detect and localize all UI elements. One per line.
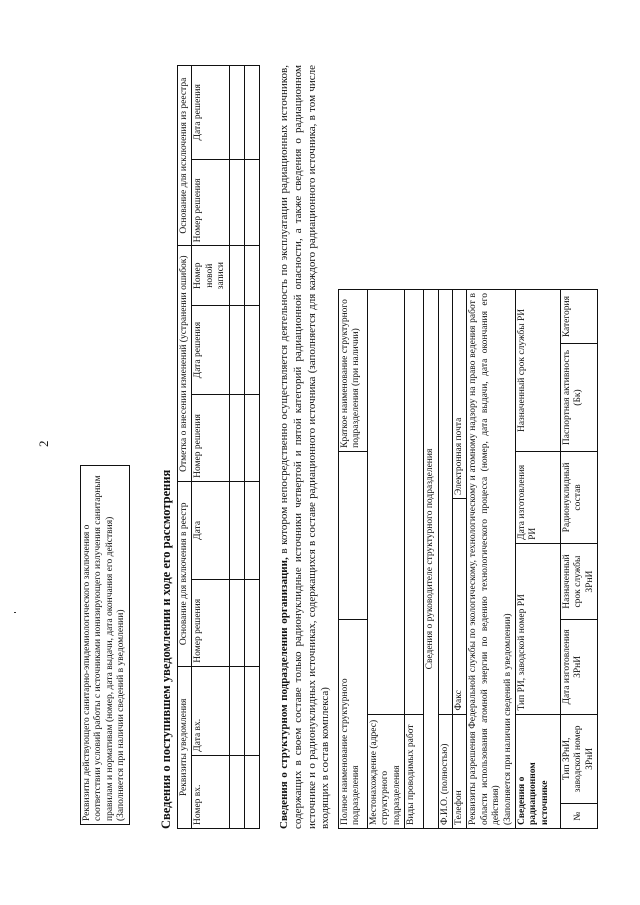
fio-label: Ф.И.О. (полностью) — [438, 714, 452, 828]
empty-cell — [229, 481, 244, 579]
empty-cell — [229, 246, 244, 306]
email-label: Электронная почта — [452, 290, 466, 499]
location-value — [368, 290, 405, 715]
empty-cell — [244, 481, 259, 579]
empty-cell — [229, 755, 244, 828]
col-category: Категория — [560, 290, 597, 344]
empty-cell — [229, 579, 244, 666]
fio-value — [438, 290, 452, 715]
sub-header: Дата решения — [192, 66, 229, 160]
sub-header: Номер решения — [192, 395, 229, 482]
col-nuclide: Радионуклидный состав — [560, 451, 597, 543]
group-header-exclusion: Основание для исключения из реестра — [178, 66, 192, 246]
group-header-notification: Реквизиты уведомления — [178, 666, 192, 828]
source-info-label: Сведения о радиационном источнике — [515, 714, 560, 828]
empty-cell — [229, 306, 244, 395]
page-number: 2 — [36, 440, 51, 447]
sanitary-line: (Заполняется при наличии сведений в уведомлении) — [116, 609, 127, 821]
full-name-label: Полное наименование структурного подразделения — [339, 620, 368, 829]
structural-unit-paragraph — [278, 65, 333, 829]
empty-cell — [244, 306, 259, 395]
sanitary-conclusion-text — [81, 466, 130, 825]
sanitary-line: соответствии условий работы с источниками ионизирующего излучения санитарным — [93, 475, 104, 821]
notifications-table — [177, 65, 260, 829]
ri-type-label: Тип РИ, заводской номер РИ — [515, 543, 560, 714]
sub-header: Номер решения — [192, 159, 229, 246]
sub-header: Дата вх. — [192, 666, 229, 755]
paragraph-bold: Сведения о структурном подразделении организации, — [278, 557, 290, 829]
sub-header: Номер новой записи — [192, 246, 229, 306]
col-zrni-life: Назначенный срок службы ЗРнИ — [560, 543, 597, 619]
col-zrni-date: Дата изготовления ЗРнИ — [560, 620, 597, 714]
permit-note: (Заполняется при наличии сведений в уведомлении) — [502, 613, 513, 825]
works-label: Виды проводимых работ — [405, 714, 424, 828]
head-info-title: Сведения о руководителе структурного подразделения — [424, 290, 438, 829]
ri-life-label: Назначенный срок службы РИ — [515, 290, 560, 452]
sanitary-conclusion-box — [80, 465, 130, 825]
location-label: Местонахождение (адрес) структурного подразделения — [368, 714, 405, 828]
permit-text: Реквизиты разрешения Федеральной службы по экологическому, технологическому и атомному надзору на право ведения работ в области использования атомной энергии по ведению технологического процесса (номер, дата выдачи, дата окончания его действия) — [468, 293, 502, 825]
empty-cell — [229, 66, 244, 160]
empty-cell — [244, 246, 259, 306]
empty-cell — [229, 395, 244, 482]
empty-cell — [244, 66, 259, 160]
notifications-heading: Сведения о поступившем уведомлении и ходе его рассмотрения — [159, 469, 173, 829]
full-name-value — [339, 451, 368, 619]
phone-label: Телефон — [452, 714, 466, 828]
paragraph-text: в котором непосредственно осуществляется деятельность по эксплуатации радиационных источников, содержащих в своем составе только радионуклидные источники четвертой и пятой категорий радиационной опасности, а также сведения о радиационном источнике и о радионуклидных источниках, содержащихся в составе радиационного источника (заполняется для каждого радиационного источника, в том числе входящих в состав комплекса) — [278, 65, 332, 829]
col-activity: Паспортная активность (Бк) — [560, 344, 597, 452]
empty-cell — [244, 159, 259, 246]
sanitary-line: правилам и нормативам (номер, дата выдачи, дата окончания его действия) — [104, 516, 115, 821]
empty-cell — [244, 755, 259, 828]
empty-cell — [244, 395, 259, 482]
sub-header: Номер вх. — [192, 755, 229, 828]
group-header-changes: Отметка о внесении изменений (устранении ошибок) — [178, 246, 192, 482]
structural-unit-table — [338, 289, 598, 829]
sub-header: Дата решения — [192, 306, 229, 395]
empty-cell — [244, 579, 259, 666]
short-name-label: Краткое наименование структурного подразделения (при наличии) — [339, 290, 368, 452]
fax-label: Факс — [452, 499, 466, 715]
empty-cell — [229, 159, 244, 246]
sanitary-line: Реквизиты действующего санитарно-эпидемиологического заключения о — [82, 524, 92, 821]
sub-header: Номер решения — [192, 579, 229, 666]
ri-date-label: Дата изготовления РИ — [515, 451, 560, 543]
col-zrni-type: Тип ЗРнИ, заводской номер ЗРнИ — [560, 714, 597, 804]
empty-cell — [244, 666, 259, 755]
permit-cell — [467, 290, 516, 829]
col-number: № — [560, 804, 597, 829]
works-value — [405, 290, 424, 715]
group-header-inclusion: Основание для включения в реестр — [178, 481, 192, 666]
sub-header: Дата — [192, 481, 229, 579]
margin-mark — [14, 612, 16, 613]
empty-cell — [229, 666, 244, 755]
